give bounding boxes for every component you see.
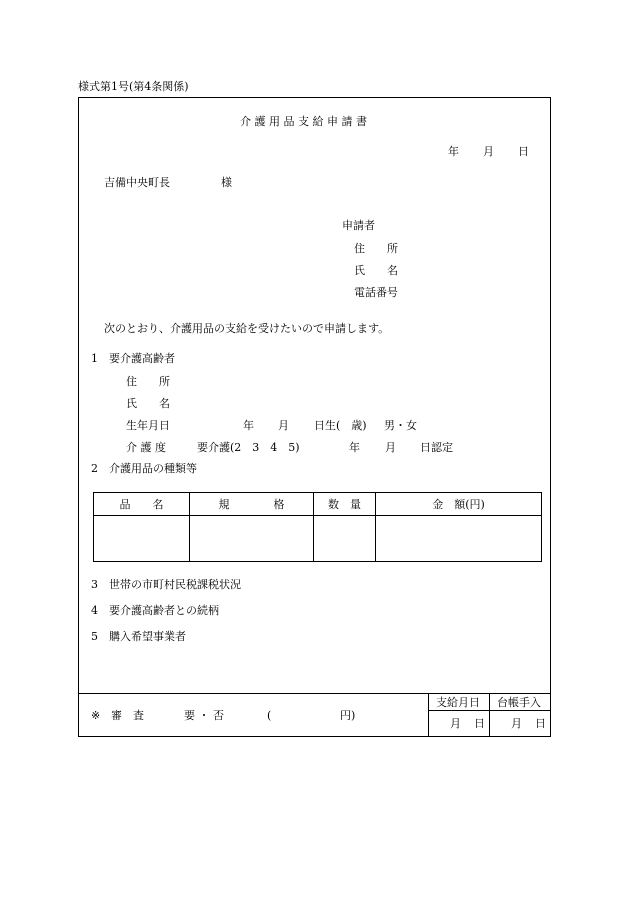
section4-heading: 4 要介護高齢者との続柄 <box>91 604 219 617</box>
review-mark: ※ <box>91 709 101 722</box>
review-amount-close: 円) <box>340 709 356 722</box>
section3-heading: 3 世帯の市町村民税課税状況 <box>91 578 241 591</box>
section5-heading: 5 購入希望事業者 <box>91 630 186 643</box>
review-amount-open: ( <box>267 709 272 722</box>
section1-heading: 1 要介護高齢者 <box>91 352 175 365</box>
applicant-name-label: 氏 名 <box>354 264 398 277</box>
application-statement: 次のとおり、介護用品の支給を受けたいので申請します。 <box>104 322 390 335</box>
form-title: 介 護 用 品 支 給 申 請 書 <box>240 115 367 128</box>
ledger-month: 月 <box>511 717 522 730</box>
section1-cert-year: 年 <box>349 441 360 454</box>
section1-birth-day-age: 日生( 歳) <box>314 419 367 432</box>
applicant-phone-label: 電話番号 <box>354 286 398 299</box>
review-yes-no: 要 ・ 否 <box>184 709 224 722</box>
items-table <box>93 492 542 562</box>
paid-date-header: 支給月日 <box>436 696 480 709</box>
form-label: 様式第1号(第4条関係) <box>78 80 189 93</box>
section1-sex: 男・女 <box>384 419 417 432</box>
footer-divider-ledger <box>489 693 490 737</box>
addressee-name: 吉備中央町長 <box>104 176 170 189</box>
section1-care-level: 要介護(2 3 4 5) <box>197 441 300 454</box>
date-month-label: 月 <box>483 145 494 158</box>
applicant-heading: 申請者 <box>342 219 375 232</box>
date-year-label: 年 <box>448 145 459 158</box>
section1-cert-day: 日認定 <box>420 441 453 454</box>
date-day-label: 日 <box>518 145 529 158</box>
paid-month: 月 <box>450 717 461 730</box>
paid-day: 日 <box>474 717 485 730</box>
section1-address-label: 住 所 <box>126 375 170 388</box>
section1-name-label: 氏 名 <box>126 397 170 410</box>
cell-amount <box>376 516 542 562</box>
section2-heading: 2 介護用品の種類等 <box>91 462 197 475</box>
col-header-item-name: 品 名 <box>94 493 190 516</box>
section1-care-label: 介 護 度 <box>126 441 166 454</box>
section1-birth-label: 生年月日 <box>126 419 170 432</box>
addressee-honorific: 様 <box>221 176 232 189</box>
col-header-quantity: 数 量 <box>314 493 376 516</box>
cell-item-name <box>94 516 190 562</box>
col-header-amount: 金 額(円) <box>376 493 542 516</box>
footer-divider <box>78 693 551 694</box>
ledger-day: 日 <box>535 717 546 730</box>
section1-birth-month: 月 <box>278 419 289 432</box>
cell-spec <box>190 516 314 562</box>
applicant-address-label: 住 所 <box>354 242 398 255</box>
section1-birth-year: 年 <box>243 419 254 432</box>
cell-quantity <box>314 516 376 562</box>
section1-cert-month: 月 <box>385 441 396 454</box>
footer-divider-paid <box>428 693 429 737</box>
col-header-spec: 規 格 <box>190 493 314 516</box>
review-label: 審 査 <box>111 709 144 722</box>
footer-header-underline <box>428 710 551 711</box>
ledger-entry-header: 台帳手入 <box>497 696 541 709</box>
